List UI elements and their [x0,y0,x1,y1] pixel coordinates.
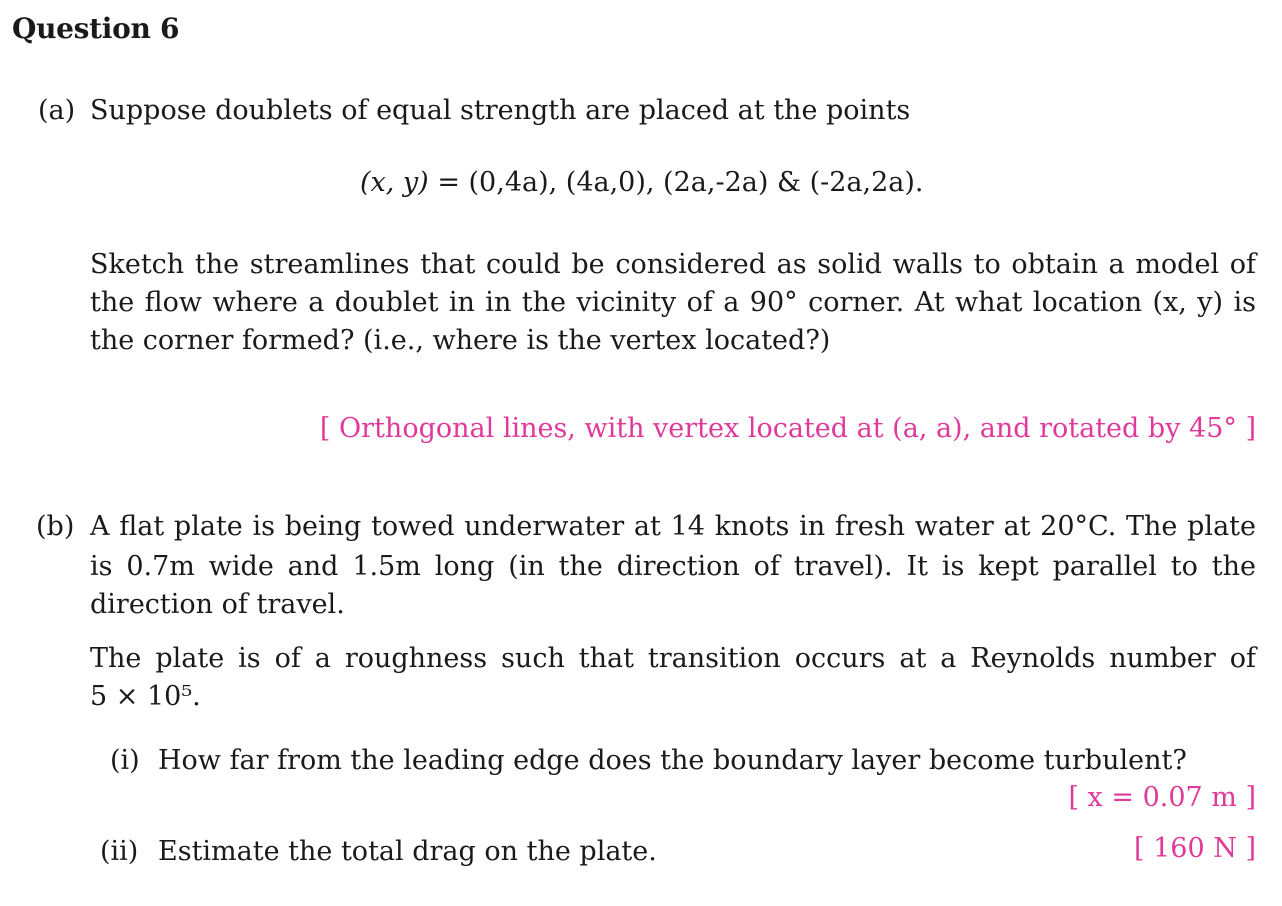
points-rhs: = (0,4a), (4a,0), (2a,-2a) & (-2a,2a). [437,167,924,198]
sub-ii-text: Estimate the total drag on the plate. [158,836,657,867]
part-b-para1-line-1: A flat plate is being towed underwater at 14 knots in fresh water at 20°C. The plate [90,511,1256,542]
sub-ii-label: (ii) [100,836,139,867]
points-equation [360,164,923,202]
part-b-para2-line-1: The plate is of a roughness such that transition occurs at a Reynolds number of [90,643,1256,674]
part-a-line-1: Sketch the streamlines that could be considered as solid walls to obtain a model of [90,249,1256,280]
part-a-line-3: the corner formed? (i.e., where is the vertex located?) [90,325,831,356]
part-b-para2-line-2: 5 × 10⁵. [90,681,201,712]
sub-i-answer: [ x = 0.07 m ] [1068,782,1256,813]
part-b-para1-line-3: direction of travel. [90,589,345,620]
part-a-intro: Suppose doublets of equal strength are placed at the points [90,95,911,126]
question-title: Question 6 [12,12,180,45]
part-a-answer: [ Orthogonal lines, with vertex located at (a, a), and rotated by 45° ] [319,413,1256,444]
part-a-label: (a) [38,95,76,126]
sub-i-text: How far from the leading edge does the boundary layer become turbulent? [158,745,1187,776]
part-a-line-2: the flow where a doublet in in the vicinity of a 90° corner. At what location (x, y) is [90,287,1256,318]
points-lhs: (x, y) [360,167,429,198]
part-b-para1-line-2: is 0.7m wide and 1.5m long (in the direction of travel). It is kept parallel to the [90,551,1256,582]
part-b-label: (b) [36,511,75,542]
sub-ii-answer: [ 160 N ] [1134,833,1256,864]
sub-i-label: (i) [110,745,140,776]
